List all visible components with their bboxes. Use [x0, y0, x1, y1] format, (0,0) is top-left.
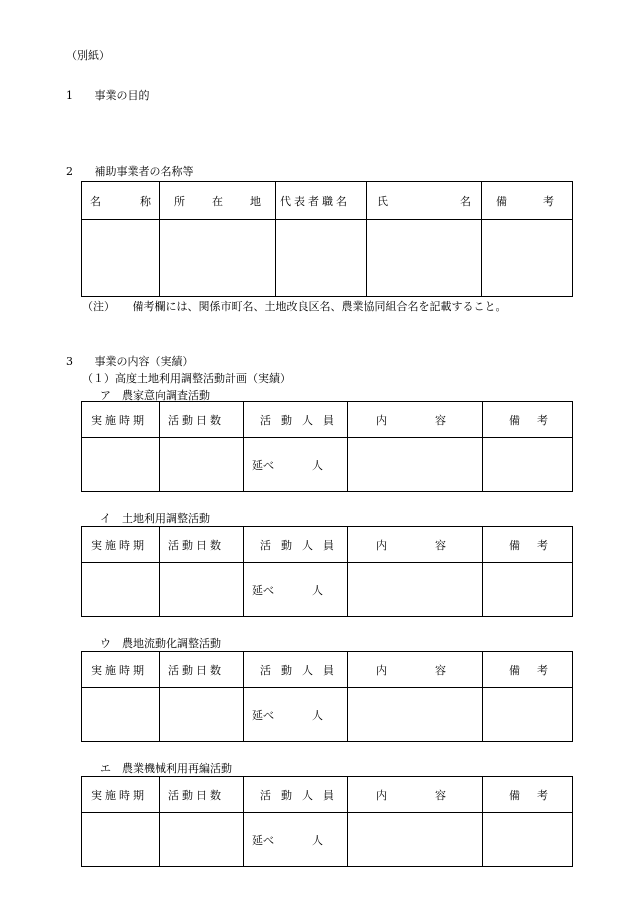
days-cell [160, 813, 244, 867]
remarks-cell [483, 438, 573, 492]
persons-header: 活 動 人 員 [244, 402, 348, 438]
remarks-header: 備 考 [483, 652, 573, 688]
activity-c-table [81, 651, 573, 742]
persons-header: 活 動 人 員 [244, 777, 348, 813]
period-cell [82, 688, 160, 742]
activity-b-header-row [82, 527, 573, 563]
person-name-cell [367, 220, 482, 297]
activity-b-data-row [82, 563, 573, 617]
section-2-title: 補助事業者の名称等 [94, 165, 194, 178]
days-header: 活動日数 [160, 777, 244, 813]
activity-b-table [81, 526, 573, 617]
content-cell [348, 813, 483, 867]
remarks-header: 備 考 [483, 402, 573, 438]
content-cell [348, 688, 483, 742]
activity-a-table [81, 401, 573, 492]
person-unit: 人 [312, 583, 323, 597]
note-label: （注） [82, 300, 115, 313]
section-3-number: 3 [66, 355, 73, 368]
persons-cell [244, 438, 348, 492]
person-unit: 人 [312, 708, 323, 722]
section-1-number: 1 [66, 89, 73, 102]
section-2-heading [66, 165, 194, 179]
content-header: 内 容 [348, 652, 483, 688]
section-3-title: 事業の内容（実績） [94, 355, 194, 368]
activity-d-table [81, 776, 573, 867]
period-cell [82, 563, 160, 617]
period-header: 実施時期 [82, 402, 160, 438]
activity-d-label: エ 農業機械利用再編活動 [100, 762, 232, 775]
address-cell [160, 220, 276, 297]
activity-c-header-row [82, 652, 573, 688]
period-header: 実施時期 [82, 777, 160, 813]
activity-b-label: イ 土地利用調整活動 [100, 512, 210, 525]
section-1-title: 事業の目的 [94, 89, 150, 102]
section-1-heading [66, 89, 150, 103]
days-cell [160, 563, 244, 617]
days-header: 活動日数 [160, 402, 244, 438]
days-header: 活動日数 [160, 527, 244, 563]
section-2-number: 2 [66, 165, 73, 178]
cumulative-label: 延べ [252, 458, 274, 472]
col-name-header: 名 称 [82, 182, 160, 220]
section-3-subtitle: （１）高度土地利用調整活動計画（実績） [82, 372, 291, 385]
name-cell [82, 220, 160, 297]
section-2-note [82, 300, 507, 314]
content-cell [348, 563, 483, 617]
days-header: 活動日数 [160, 652, 244, 688]
activity-a-data-row [82, 438, 573, 492]
cumulative-label: 延べ [252, 583, 274, 597]
activity-a-label: ア 農家意向調査活動 [100, 389, 210, 402]
remarks-cell [483, 563, 573, 617]
remarks-cell [483, 688, 573, 742]
content-header: 内 容 [348, 777, 483, 813]
note-text: 備考欄には、関係市町名、土地改良区名、農業協同組合名を記載すること。 [132, 300, 507, 313]
content-header: 内 容 [348, 402, 483, 438]
activity-c-label: ウ 農地流動化調整活動 [100, 637, 221, 650]
content-cell [348, 438, 483, 492]
col-person-name-header: 氏 名 [367, 182, 482, 220]
remarks-cell [482, 220, 573, 297]
content-header: 内 容 [348, 527, 483, 563]
cumulative-label: 延べ [252, 708, 274, 722]
person-unit: 人 [312, 458, 323, 472]
remarks-cell [483, 813, 573, 867]
days-cell [160, 438, 244, 492]
activity-d-header-row [82, 777, 573, 813]
attachment-label: （別紙） [66, 49, 110, 62]
period-header: 実施時期 [82, 652, 160, 688]
persons-cell [244, 688, 348, 742]
period-header: 実施時期 [82, 527, 160, 563]
remarks-header: 備 考 [483, 527, 573, 563]
period-cell [82, 438, 160, 492]
applicant-header-row [82, 182, 573, 220]
section-3-heading [66, 355, 194, 369]
persons-header: 活 動 人 員 [244, 652, 348, 688]
applicant-table [81, 181, 573, 297]
period-cell [82, 813, 160, 867]
col-remarks-header: 備 考 [482, 182, 573, 220]
remarks-header: 備 考 [483, 777, 573, 813]
activity-c-data-row [82, 688, 573, 742]
applicant-data-row [82, 220, 573, 297]
persons-header: 活 動 人 員 [244, 527, 348, 563]
representative-cell [276, 220, 367, 297]
col-representative-header: 代表者職名 [276, 182, 367, 220]
activity-a-header-row [82, 402, 573, 438]
person-unit: 人 [312, 833, 323, 847]
cumulative-label: 延べ [252, 833, 274, 847]
activity-d-data-row [82, 813, 573, 867]
days-cell [160, 688, 244, 742]
persons-cell [244, 563, 348, 617]
persons-cell [244, 813, 348, 867]
col-address-header: 所 在 地 [160, 182, 276, 220]
